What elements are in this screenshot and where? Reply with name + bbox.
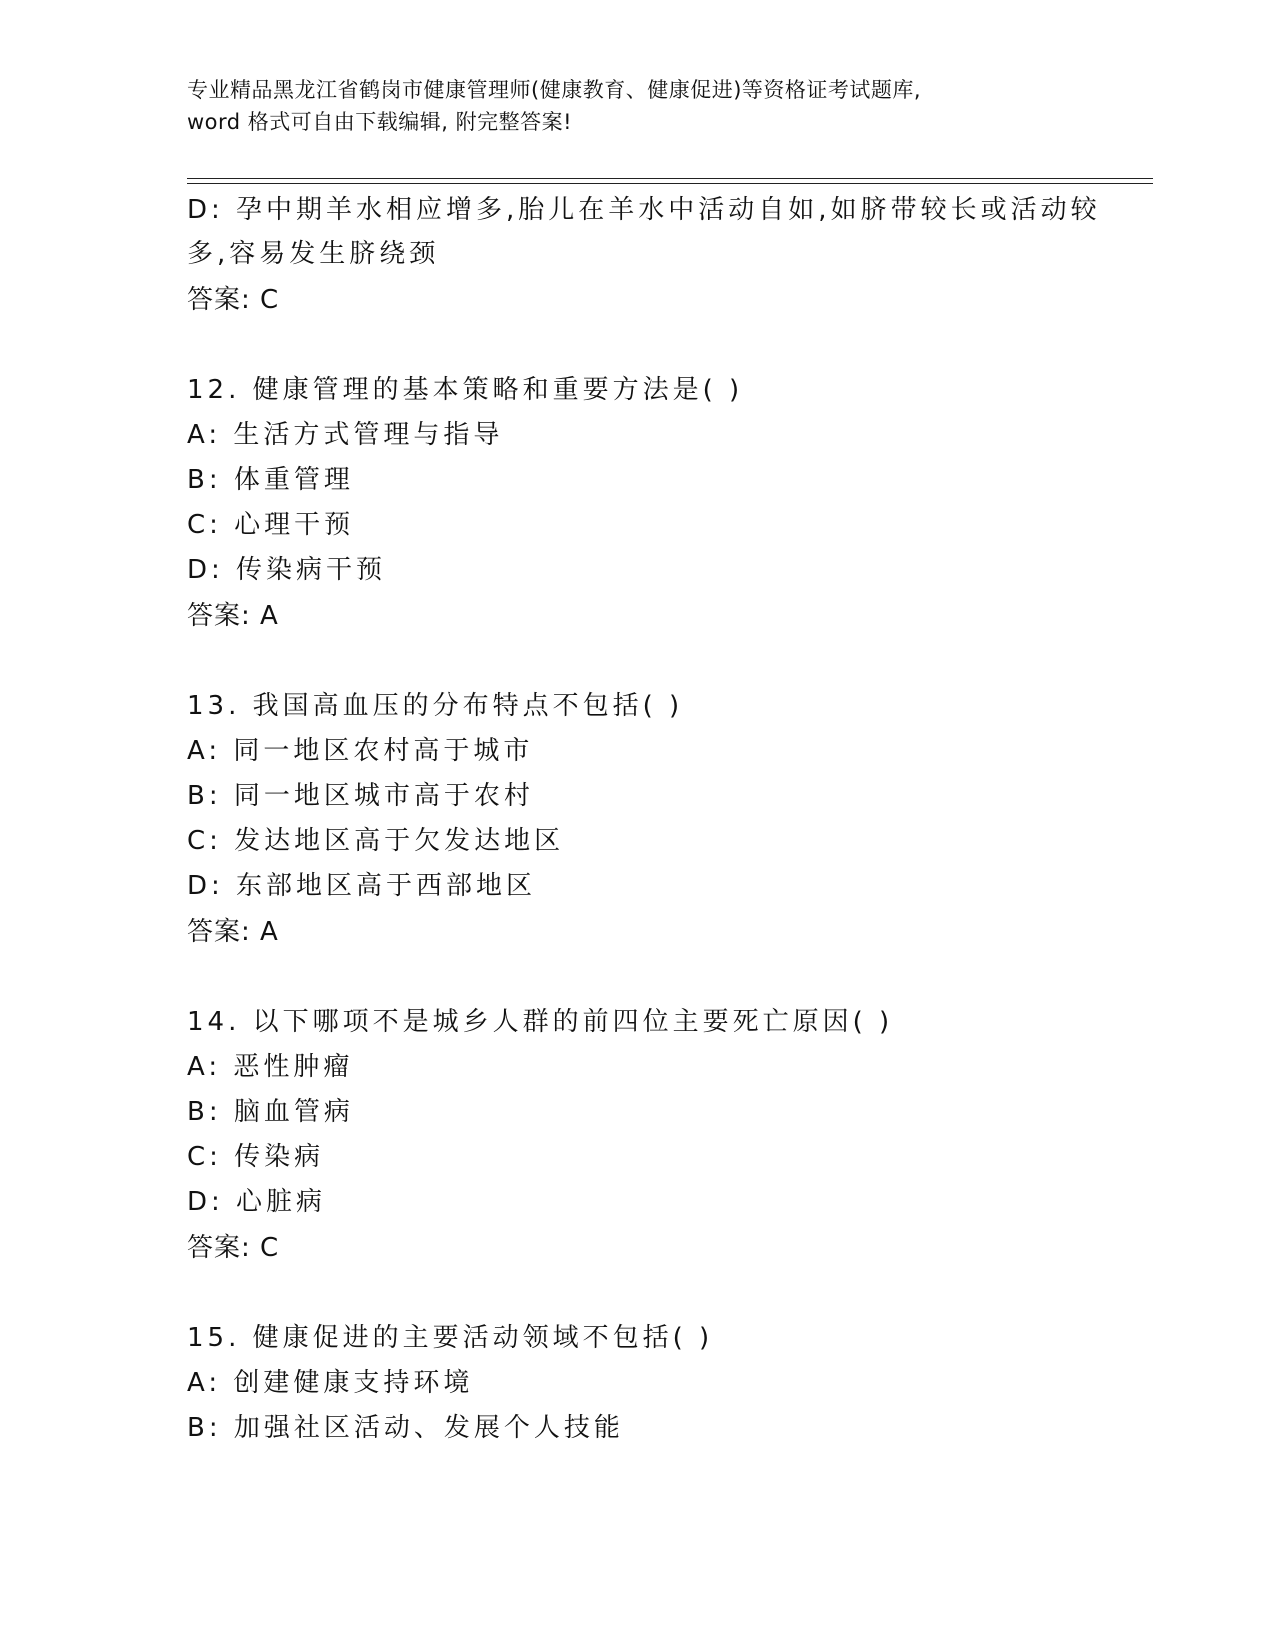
question-13-option-d: D: 东部地区高于西部地区 bbox=[187, 871, 537, 901]
question-15-option-a: A: 创建健康支持环境 bbox=[187, 1368, 474, 1398]
header-divider-bottom bbox=[187, 183, 1153, 184]
question-12-option-b: B: 体重管理 bbox=[187, 465, 354, 495]
question-13-option-b: B: 同一地区城市高于农村 bbox=[187, 781, 534, 811]
question-14-option-d: D: 心脏病 bbox=[187, 1187, 327, 1217]
question-12-option-a: A: 生活方式管理与指导 bbox=[187, 420, 504, 450]
question-14-option-b: B: 脑血管病 bbox=[187, 1097, 354, 1127]
question-12-answer: 答案: A bbox=[187, 601, 279, 631]
header-divider-top bbox=[187, 178, 1153, 179]
document-header bbox=[187, 74, 1087, 138]
question-14-option-a: A: 恶性肿瘤 bbox=[187, 1052, 354, 1082]
header-line-2: word 格式可自由下载编辑, 附完整答案! bbox=[187, 110, 573, 134]
question-15-option-b: B: 加强社区活动、发展个人技能 bbox=[187, 1413, 624, 1443]
question-13-answer: 答案: A bbox=[187, 917, 279, 947]
question-13-stem: 13. 我国高血压的分布特点不包括( ) bbox=[187, 691, 684, 721]
carryover-answer: 答案: C bbox=[187, 285, 280, 315]
carryover-option-d-line1: D: 孕中期羊水相应增多,胎儿在羊水中活动自如,如脐带较长或活动较 bbox=[187, 195, 1101, 225]
question-12-option-c: C: 心理干预 bbox=[187, 510, 355, 540]
question-13-option-a: A: 同一地区农村高于城市 bbox=[187, 736, 534, 766]
question-14-option-c: C: 传染病 bbox=[187, 1142, 325, 1172]
question-15-stem: 15. 健康促进的主要活动领域不包括( ) bbox=[187, 1323, 714, 1353]
question-12-option-d: D: 传染病干预 bbox=[187, 555, 387, 585]
question-13-option-c: C: 发达地区高于欠发达地区 bbox=[187, 826, 565, 856]
carryover-option-d-line2: 多,容易发生脐绕颈 bbox=[187, 239, 440, 269]
question-12-stem: 12. 健康管理的基本策略和重要方法是( ) bbox=[187, 375, 744, 405]
question-14-answer: 答案: C bbox=[187, 1233, 280, 1263]
header-line-1: 专业精品黑龙江省鹤岗市健康管理师(健康教育、健康促进)等资格证考试题库, bbox=[187, 78, 922, 102]
question-14-stem: 14. 以下哪项不是城乡人群的前四位主要死亡原因( ) bbox=[187, 1007, 894, 1037]
